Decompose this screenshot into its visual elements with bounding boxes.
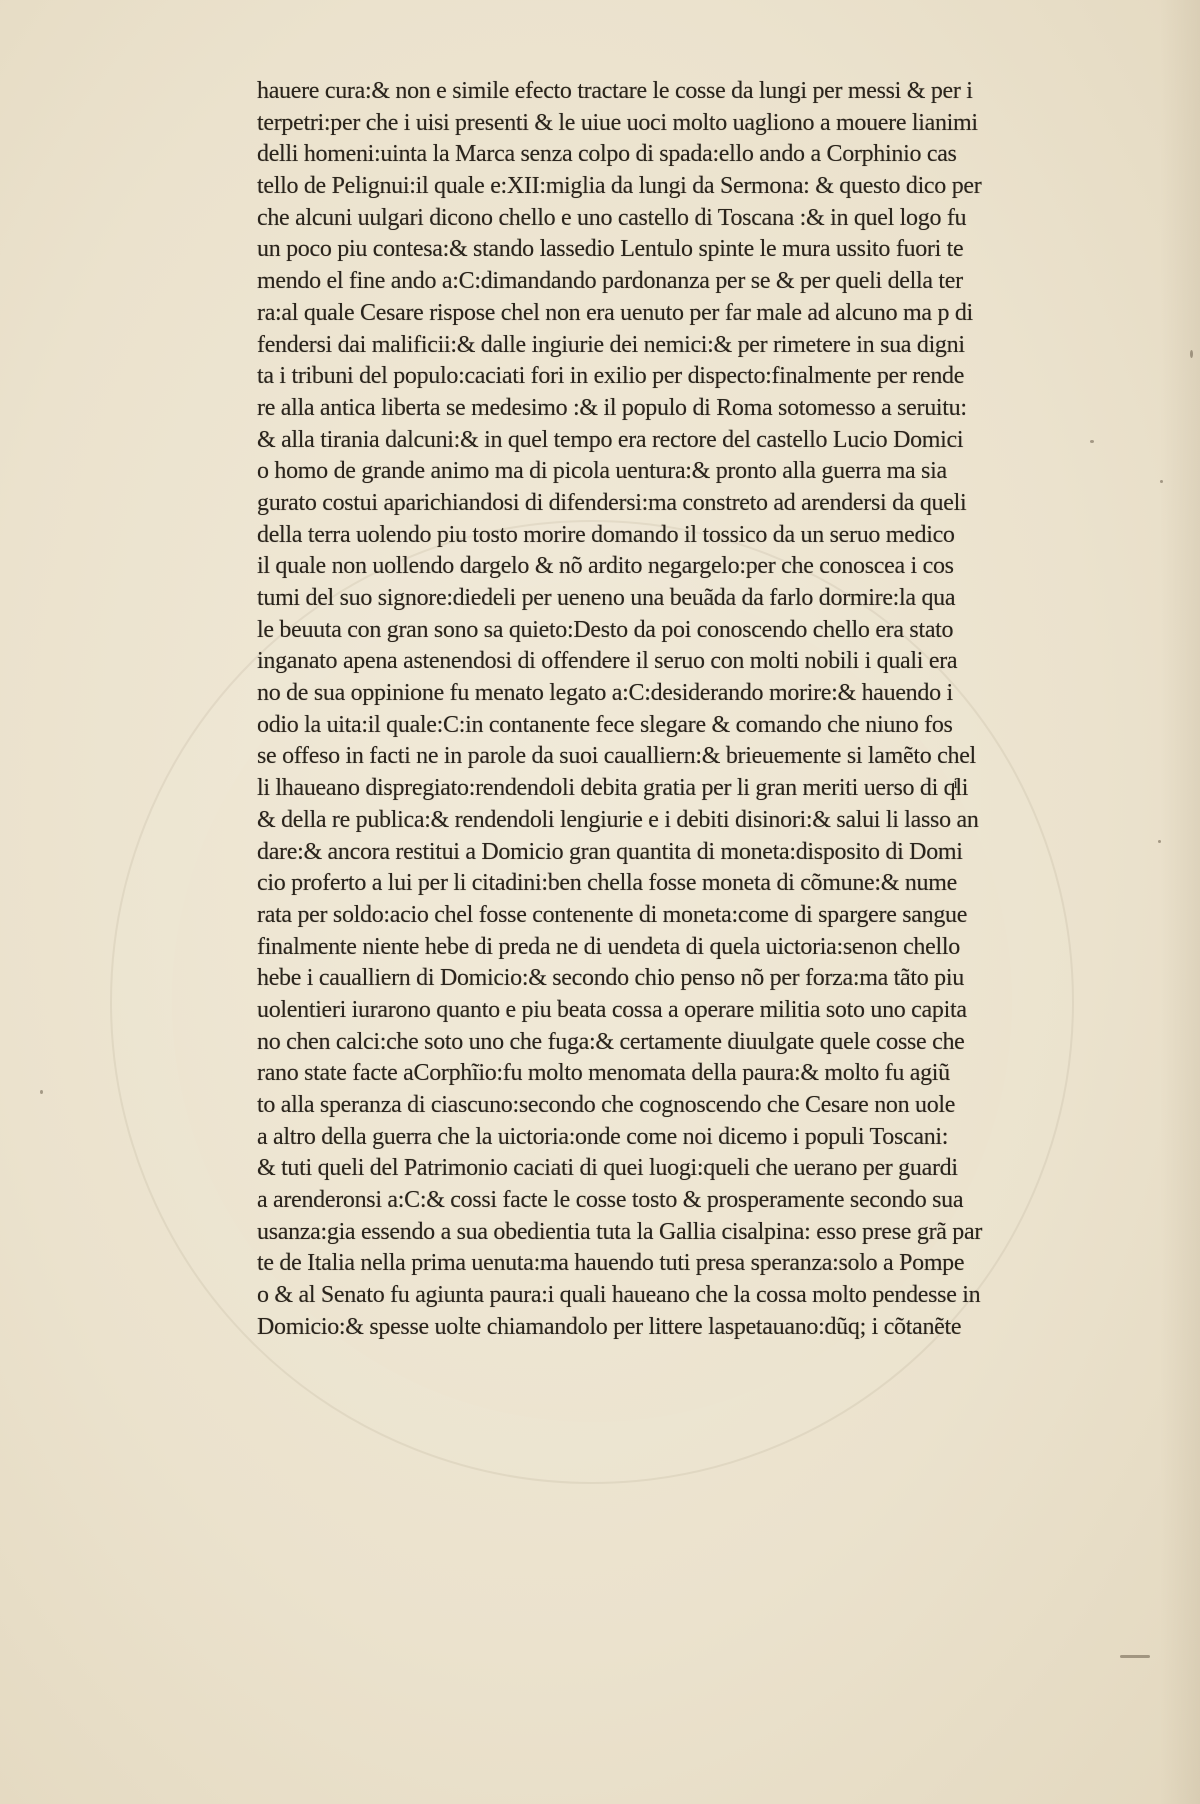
text-line: & tuti queli del Patrimonio caciati di quei luogi:queli che uerano per guardi: [257, 1155, 958, 1182]
text-line: o homo de grande animo ma di picola uentura:& pronto alla guerra ma sia: [257, 458, 947, 485]
text-line: le beuuta con gran sono sa quieto:Desto da poi conoscendo chello era stato: [257, 616, 954, 643]
text-line: se offeso in facti ne in parole da suoi caualliern:& brieuemente si lamẽto chel: [257, 743, 976, 770]
text-line: che alcuni uulgari dicono chello e uno castello di Toscana :& in quel logo fu: [257, 204, 967, 231]
text-line: uolentieri iurarono quanto e piu beata cossa a operare militia soto uno capita: [257, 996, 967, 1023]
text-line: inganato apena astenendosi di offendere il seruo con molti nobili i quali era: [257, 648, 958, 675]
text-line: il quale non uollendo dargelo & nõ ardito negargelo:per che conoscea i cos: [257, 553, 954, 580]
paper-speck: [1160, 480, 1163, 483]
text-line: li lhaueano dispregiato:rendendoli debita gratia per li gran meriti uerso di qͥli: [257, 775, 969, 802]
text-line: tello de Pelignui:il quale e:XII:miglia da lungi da Sermona: & questo dico per: [257, 173, 982, 200]
text-line: mendo el fine ando a:C:dimandando pardonanza per se & per queli della ter: [257, 268, 963, 295]
text-line: cio proferto a lui per li citadini:ben chella fosse moneta di cõmune:& nume: [257, 870, 957, 897]
text-line: & alla tirania dalcuni:& in quel tempo era rectore del castello Lucio Domici: [257, 426, 964, 453]
paper-speck: [1120, 1655, 1150, 1658]
text-line: rano state facte aCorphĩio:fu molto menomata della paura:& molto fu agiũ: [257, 1060, 950, 1087]
paper-speck: [1158, 840, 1161, 843]
text-line: usanza:gia essendo a sua obedientia tuta la Gallia cisalpina: esso prese grã par: [257, 1218, 983, 1245]
text-line: fendersi dai malificii:& dalle ingiurie dei nemici:& per rimetere in sua digni: [257, 331, 965, 358]
text-line: rata per soldo:acio chel fosse contenente di moneta:come di spargere sangue: [257, 901, 968, 928]
text-line: delli homeni:uinta la Marca senza colpo di spada:ello ando a Corphinio cas: [257, 141, 957, 168]
text-line: hauere cura:& non e simile efecto tractare le cosse da lungi per messi & per i: [257, 78, 973, 104]
text-line: hebe i caualliern di Domicio:& secondo chio penso nõ per forza:ma tãto piu: [257, 965, 964, 992]
text-line: un poco piu contesa:& stando lassedio Lentulo spinte le mura ussito fuori te: [257, 236, 964, 263]
text-column: [257, 76, 1077, 1344]
text-line: ra:al quale Cesare rispose chel non era uenuto per far male ad alcuno ma p di: [257, 299, 973, 326]
text-line: no chen calci:che soto uno che fuga:& certamente diuulgate quele cosse che: [257, 1028, 965, 1055]
text-line: gurato costui aparichiandosi di difendersi:ma constreto ad arendersi da queli: [257, 489, 967, 516]
text-line: della terra uolendo piu tosto morire domando il tossico da un seruo medico: [257, 521, 955, 548]
text-line: Domicio:& spesse uolte chiamandolo per littere laspetauano:dũq; i cõtanẽte: [257, 1313, 962, 1340]
page-edge-shadow: [1160, 0, 1200, 1804]
paper-speck: [40, 1090, 43, 1094]
text-line: a arenderonsi a:C:& cossi facte le cosse tosto & prosperamente secondo sua: [257, 1187, 964, 1214]
text-line: re alla antica liberta se medesimo :& il populo di Roma sotomesso a seruitu:: [257, 394, 967, 421]
text-line: o & al Senato fu agiunta paura:i quali haueano che la cossa molto pendesse in: [257, 1282, 981, 1309]
text-line: odio la uita:il quale:C:in contanente fece slegare & comando che niuno fos: [257, 711, 953, 738]
text-line: no de sua oppinione fu menato legato a:C:desiderando morire:& hauendo i: [257, 680, 953, 707]
text-line: & della re publica:& rendendoli lengiurie e i debiti disinori:& salui li lasso an: [257, 806, 979, 833]
text-line: dare:& ancora restitui a Domicio gran quantita di moneta:disposito di Domi: [257, 838, 963, 865]
text-line: to alla speranza di ciascuno:secondo che cognoscendo che Cesare non uole: [257, 1092, 956, 1118]
paper-speck: [1090, 440, 1094, 443]
text-line: tumi del suo signore:diedeli per ueneno una beuãda da farlo dormire:la qua: [257, 585, 956, 611]
paper-speck: [1190, 350, 1193, 358]
text-line: finalmente niente hebe di preda ne di uendeta di quela uictoria:senon chello: [257, 933, 960, 960]
text-line: te de Italia nella prima uenuta:ma hauendo tuti presa speranza:solo a Pompe: [257, 1250, 965, 1277]
text-line: ta i tribuni del populo:caciati fori in exilio per dispecto:finalmente per rende: [257, 363, 965, 390]
text-line: a altro della guerra che la uictoria:onde come noi dicemo i populi Toscani:: [257, 1123, 949, 1150]
text-line: terpetri:per che i uisi presenti & le uiue uoci molto uagliono a mouere lianimi: [257, 109, 978, 136]
